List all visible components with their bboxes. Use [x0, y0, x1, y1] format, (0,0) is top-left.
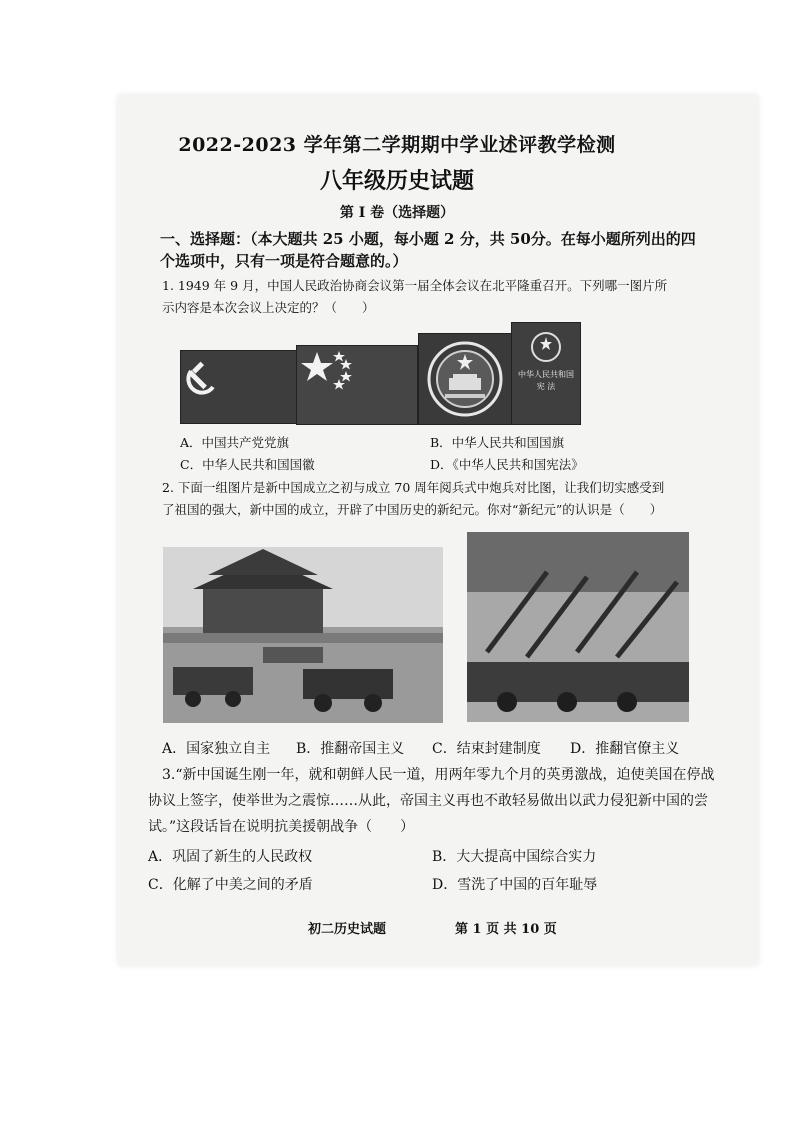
constitution-subtitle-text: 宪 法 — [536, 382, 556, 391]
parade-1949-photo — [163, 547, 443, 723]
q3-option-d[interactable]: D．雪洗了中国的百年耻辱 — [432, 877, 598, 893]
q2-option-a[interactable]: A．国家独立自主 — [162, 741, 271, 757]
q1-stem-line-2: 示内容是本次会议上决定的？（ ） — [162, 300, 375, 315]
q1-option-c[interactable]: C．中华人民共和国国徽 — [180, 457, 315, 472]
q1-option-d[interactable]: D．《中华人民共和国宪法》 — [430, 457, 584, 472]
constitution-book-image — [511, 322, 581, 425]
national-flag-image — [296, 345, 418, 425]
footer-page-number: 第 1 页 共 10 页 — [455, 922, 557, 937]
q3-option-c[interactable]: C．化解了中美之间的矛盾 — [148, 877, 313, 893]
q3-stem-line-1: 3.“新中国诞生刚一年，就和朝鲜人民一道，用两年零九个月的英勇激战，迫使美国在停战 — [162, 767, 715, 783]
q2-option-b[interactable]: B．推翻帝国主义 — [296, 741, 405, 757]
constitution-emblem-icon — [512, 323, 580, 373]
exam-subtitle: 八年级历史试题 — [319, 168, 474, 194]
artillery-parade-illustration — [467, 532, 689, 722]
q3-stem-line-2: 协议上签字，使举世为之震惊……从此，帝国主义再也不敢轻易做出以武力侵犯新中国的尝 — [148, 793, 708, 809]
party-flag-image — [180, 350, 297, 424]
five-stars-icon — [297, 346, 417, 424]
footer-subject: 初二历史试题 — [308, 922, 387, 937]
q3-option-b[interactable]: B．大大提高中国综合实力 — [432, 849, 597, 865]
q1-option-a[interactable]: A．中国共产党党旗 — [180, 435, 290, 450]
section-heading: 第 I 卷（选择题） — [339, 205, 455, 221]
national-emblem-image — [418, 333, 512, 425]
q2-option-d[interactable]: D．推翻官僚主义 — [570, 741, 680, 757]
q2-option-c[interactable]: C．结束封建制度 — [432, 741, 541, 757]
q3-stem-line-3: 试。”这段话旨在说明抗美援朝战争（ ） — [148, 819, 415, 835]
parade-2019-photo — [467, 532, 689, 722]
exam-title: 2022-2023 学年第二学期期中学业述评教学检测 — [178, 134, 616, 156]
tiananmen-parade-illustration — [163, 547, 443, 723]
instructions-line-1: 一、选择题：（本大题共 25 小题，每小题 2 分，共 50分。在每小题所列出的四 — [160, 230, 696, 248]
instructions-line-2: 个选项中，只有一项是符合题意的。） — [160, 252, 408, 270]
q2-stem-line-1: 2. 下面一组图片是新中国成立之初与成立 70 周年阅兵式中炮兵对比图，让我们切实感受到 — [162, 480, 665, 495]
q1-stem-line-1: 1. 1949 年 9 月，中国人民政治协商会议第一届全体会议在北平隆重召开。下列哪一图片所 — [162, 278, 668, 293]
q3-option-a[interactable]: A．巩固了新生的人民政权 — [148, 849, 313, 865]
q2-stem-line-2: 了祖国的强大，新中国的成立，开辟了中国历史的新纪元。你对“新纪元”的认识是（ ） — [162, 502, 663, 517]
q1-option-b[interactable]: B．中华人民共和国国旗 — [430, 435, 565, 450]
constitution-title-text: 中华人民共和国 — [518, 370, 574, 379]
hammer-sickle-icon — [181, 351, 296, 423]
emblem-icon — [419, 334, 511, 424]
